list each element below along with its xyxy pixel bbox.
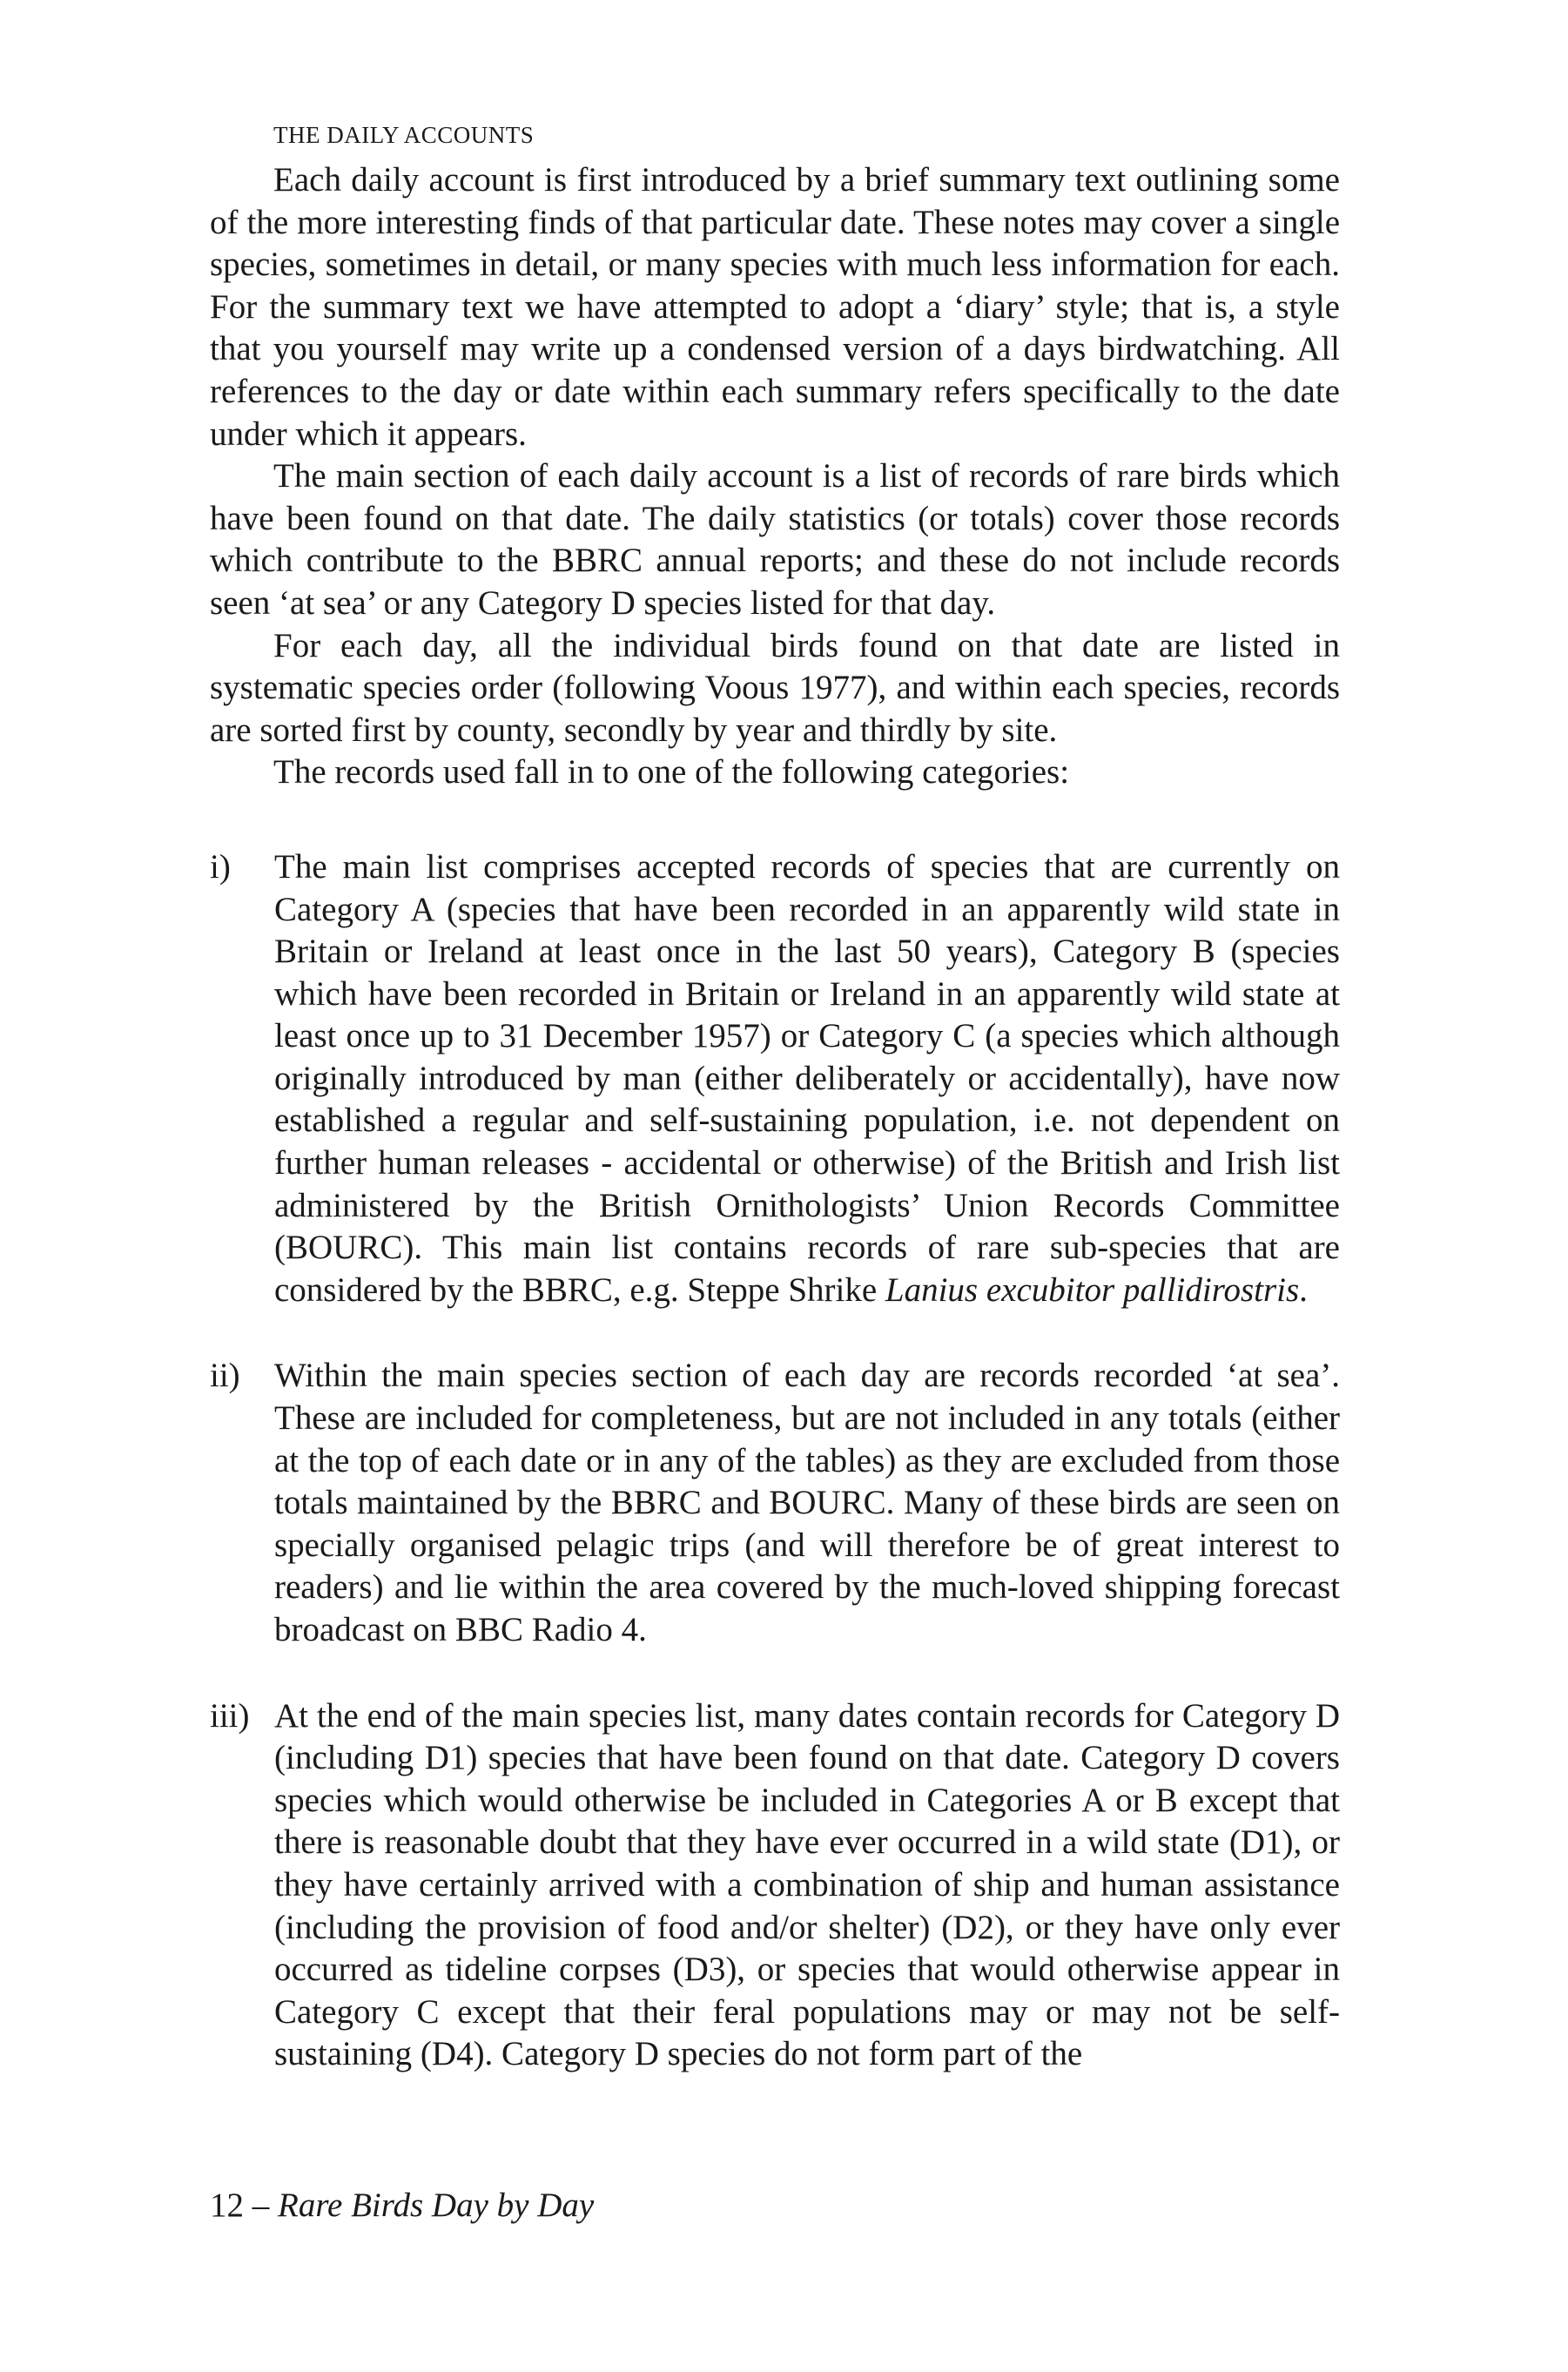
list-item-text: Within the main species section of each day are records recorded ‘at sea’. These are included for completeness, but are not included in any totals (either at the top of each date or in any of the tables) as they are excluded from those totals maintained by the BBRC and BOURC. Many of these birds are seen on specially organised pelagic trips (and will therefore be of great interest to readers) and lie within the area covered by the much-loved shipping forecast broadcast on BBC Radio 4. (274, 1357, 1340, 1648)
paragraph-2: The main section of each daily account is a list of records of rare birds which have been found on that date. The daily statistics (or totals) cover those records which contribute to the BBRC annual reports; and these do not include records seen ‘at sea’ or any Category D species listed for that day. (210, 457, 1340, 622)
paragraph-3: For each day, all the individual birds found on that date are listed in systematic species order (following Voous 1977), and within each species, records are sorted first by county, secondly by year and thirdly by site. (210, 626, 1340, 749)
page-footer (210, 2186, 594, 2225)
list-item-2 (210, 1355, 1340, 1651)
list-item-text: The main list comprises accepted records of species that are currently on Category A (species that have been recorded in an apparently wild state in Britain or Ireland at least once in the last 50 years), Category B (species which have been recorded in Britain or Ireland in an apparently wild state at least once up to 31 December 1957) or Category C (a species which although originally introduced by man (either deliberately or accidentally), have now established a regular and self-sustaining population, i.e. not dependent on further human releases - accidental or otherwise) of the British and Irish list administered by the British Ornithologists’ Union Records Committee (BOURC). This main list contains records of rare sub-species that are considered by the BBRC, e.g. Steppe Shrike Lanius excubitor pallidirostris. (274, 847, 1340, 1309)
list-item-label: ii) (210, 1357, 240, 1395)
book-title: Rare Birds Day by Day (278, 2187, 595, 2224)
paragraph-4: The records used fall in to one of the following categories: (273, 753, 1070, 792)
list-item-text: At the end of the main species list, many dates contain records for Category D (including D1) species that have been found on that date. Category D covers species which would otherwise be included in Categories A or B except that there is reasonable doubt that they have ever occurred in a wild state (D1), or they have certainly arrived with a combination of ship and human assistance (including the provision of food and/or shelter) (D2), or they have only ever occurred as tideline corpses (D3), or species that would otherwise appear in Category C except that their feral populations may or may not be self-sustaining (D4). Category D species do not form part of the (274, 1696, 1340, 2073)
section-heading: THE DAILY ACCOUNTS (273, 122, 535, 148)
species-name-italic: Lanius excubitor pallidirostris (885, 1270, 1300, 1309)
list-item-1 (210, 846, 1340, 1312)
list-item-3 (210, 1695, 1340, 2076)
list-item-label: i) (210, 847, 231, 886)
footer-dash: – (252, 2187, 270, 2224)
paragraph-1: Each daily account is first introduced by a brief summary text outlining some of the more interesting finds of that particular date. These notes may cover a single species, sometimes in detail, or many species with much less information for each. For the summary text we have attempted to adopt a ‘diary’ style; that is, a style that you yourself may write up a condensed version of a days birdwatching. All references to the day or date within each summary refers specifically to the date under which it appears. (210, 161, 1340, 453)
page-number: 12 (210, 2187, 244, 2224)
page-content (210, 122, 1340, 2076)
list-item-label: iii) (210, 1696, 250, 1735)
